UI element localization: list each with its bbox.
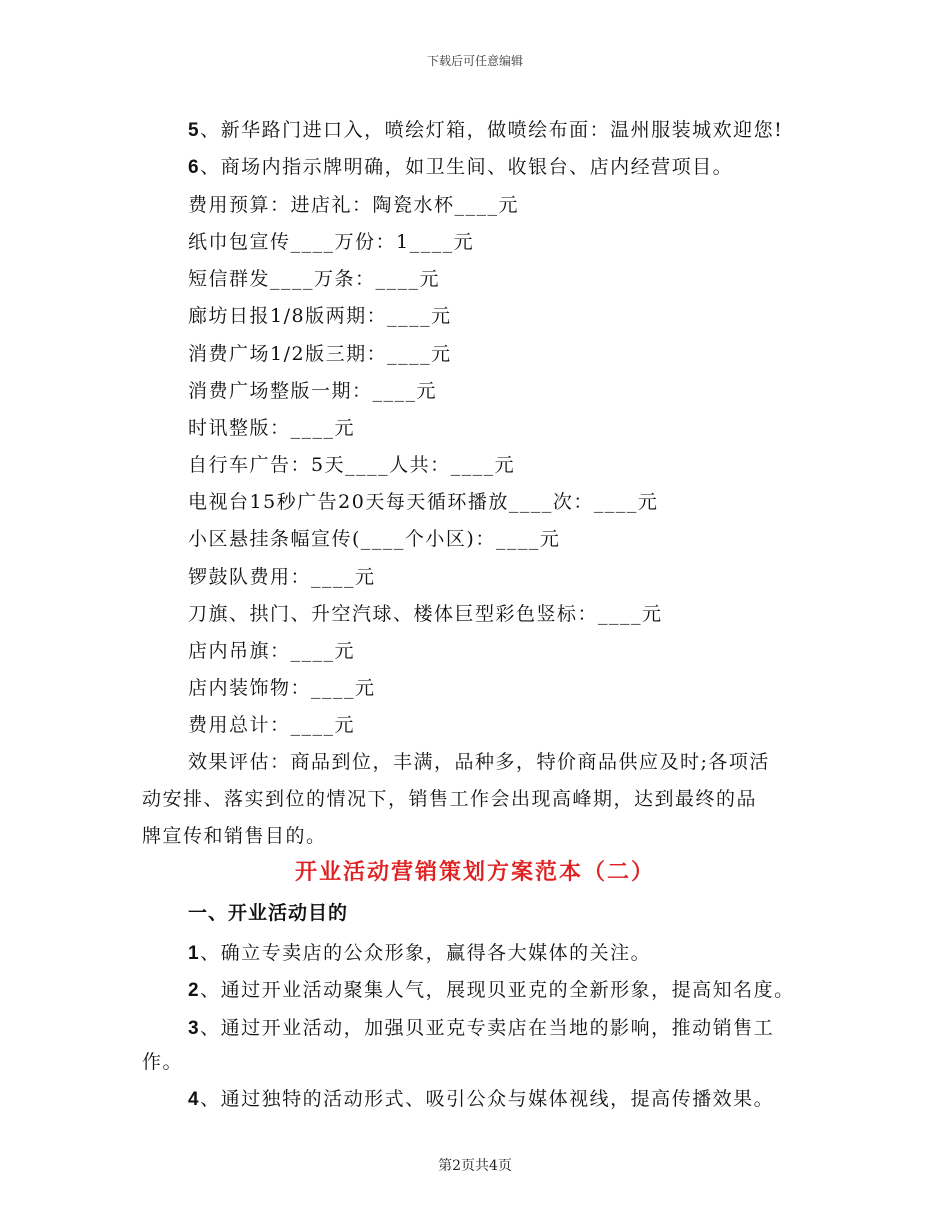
purpose-item-3 <box>188 1013 774 1040</box>
budget-line: 短信群发____万条：____元 <box>188 268 441 290</box>
budget-line: 廊坊日报1/8版两期：____元 <box>188 305 452 327</box>
budget-line: 店内吊旗：____元 <box>188 640 356 662</box>
budget-line: 费用预算：进店礼：陶瓷水杯____元 <box>188 194 520 216</box>
purpose-item-1 <box>188 938 651 965</box>
purpose-item-4 <box>188 1084 774 1111</box>
item-number: 6 <box>188 157 201 178</box>
budget-line: 电视台15秒广告20天每天循环播放____次：____元 <box>188 491 659 513</box>
budget-line: 消费广场整版一期：____元 <box>188 380 438 402</box>
budget-line: 店内装饰物：____元 <box>188 677 376 699</box>
budget-line: 消费广场1/2版三期：____元 <box>188 343 452 365</box>
budget-line: 刀旗、拱门、升空汽球、楼体巨型彩色竖标：____元 <box>188 603 663 625</box>
item-text: 、通过开业活动，加强贝亚克专卖店在当地的影响，推动销售工 <box>200 1017 775 1039</box>
list-item-6 <box>188 152 733 179</box>
item-number: 2 <box>188 980 201 1001</box>
page-footer: 第2页共4页 <box>438 1158 512 1174</box>
subheading: 一、开业活动目的 <box>188 902 349 924</box>
item-text: 、新华路门进口入，喷绘灯箱，做喷绘布面：温州服装城欢迎您! <box>200 119 784 141</box>
evaluation-paragraph-line: 动安排、落实到位的情况下，销售工作会出现高峰期，达到最终的品 <box>142 788 758 810</box>
budget-line: 小区悬挂条幅宣传(____个小区)：____元 <box>188 528 561 550</box>
item-number: 5 <box>188 120 201 141</box>
item-text: 、通过独特的活动形式、吸引公众与媒体视线，提高传播效果。 <box>200 1088 775 1110</box>
budget-line: 自行车广告：5天____人共：____元 <box>188 454 516 476</box>
header-note: 下载后可任意编辑 <box>426 54 523 68</box>
item-number: 4 <box>188 1089 201 1110</box>
item-number: 1 <box>188 943 201 964</box>
section-title: 开业活动营销策划方案范本（二） <box>294 860 655 885</box>
evaluation-paragraph-line: 牌宣传和销售目的。 <box>142 825 327 847</box>
budget-line: 纸巾包宣传____万份：1____元 <box>188 231 475 253</box>
evaluation-paragraph-line: 效果评估：商品到位，丰满，品种多，特价商品供应及时;各项活 <box>188 751 770 773</box>
budget-total-line: 费用总计：____元 <box>188 714 356 736</box>
item-text: 、确立专卖店的公众形象，赢得各大媒体的关注。 <box>200 942 652 964</box>
purpose-item-3-continuation: 作。 <box>142 1051 184 1073</box>
item-text: 、商场内指示牌明确，如卫生间、收银台、店内经营项目。 <box>200 156 734 178</box>
list-item-5 <box>188 115 783 142</box>
item-text: 、通过开业活动聚集人气，展现贝亚克的全新形象，提高知名度。 <box>200 979 795 1001</box>
purpose-item-2 <box>188 975 795 1002</box>
budget-line: 锣鼓队费用：____元 <box>188 566 376 588</box>
item-number: 3 <box>188 1018 201 1039</box>
budget-line: 时讯整版：____元 <box>188 417 356 439</box>
